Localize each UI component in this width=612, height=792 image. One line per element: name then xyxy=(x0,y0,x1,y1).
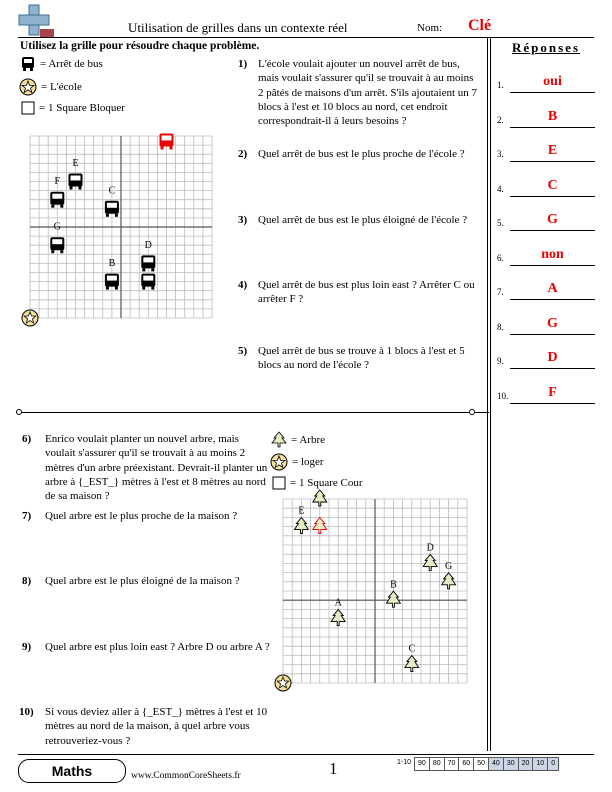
page-title: Utilisation de grilles dans un contexte réel xyxy=(128,20,348,35)
answer-line xyxy=(510,265,595,266)
tree-A xyxy=(331,610,345,626)
answer-key-label: Clé xyxy=(468,17,492,34)
bus-wheel xyxy=(142,268,145,271)
bus-window xyxy=(107,203,117,208)
score-cell: 80 xyxy=(429,757,445,771)
legend-home-label: = loger xyxy=(292,456,324,468)
grid-label-C: C xyxy=(108,185,116,197)
score-cell: 70 xyxy=(444,757,460,771)
answer-line xyxy=(510,368,595,369)
tree-B xyxy=(386,591,400,607)
grid-label-F: F xyxy=(54,176,61,188)
answer-line xyxy=(510,299,595,300)
score-cell: 40 xyxy=(488,757,504,771)
legend-home xyxy=(270,453,324,471)
answer-value: A xyxy=(547,281,558,296)
answer-number: 2. xyxy=(497,114,504,125)
q4-number: 4) xyxy=(238,279,248,291)
legend-tree-label: = Arbre xyxy=(291,434,325,446)
score-cell: 0 xyxy=(547,757,559,771)
answer-number: 4. xyxy=(497,183,504,194)
q7-text: Quel arbre est le plus proche de la maison ? xyxy=(45,510,238,522)
q1-text: L'école voulait ajouter un nouvel arrêt de bus, mais voulait s'assurer qu'il se trouvait à au moins 2 pâtés de maisons d'un arrêt. S'ils ajoutaient un 7 blocs à l'est et 10 blocs au nord, cet endroit correspondrait-il à leurs besoins ? xyxy=(258,58,478,128)
section-divider xyxy=(18,412,489,413)
q5-number: 5) xyxy=(238,345,248,357)
answers-divider xyxy=(490,38,491,751)
bus-window xyxy=(143,276,153,281)
bus-window xyxy=(52,239,62,244)
answer-value: F xyxy=(548,384,557,400)
tree-shape xyxy=(313,518,327,534)
answer-number: 7. xyxy=(497,287,504,297)
bus-window xyxy=(143,257,153,262)
tree-shape xyxy=(442,573,456,589)
q8-text: Quel arbre est le plus éloigné de la maison ? xyxy=(45,575,240,587)
answer-value: non xyxy=(541,246,564,262)
grid-label-E: E xyxy=(72,158,79,170)
grid-label-G: G xyxy=(53,221,61,233)
legend-school-label: = L'école xyxy=(41,81,82,93)
grid-label-D: D xyxy=(426,542,434,554)
score-cell: 90 xyxy=(414,757,430,771)
page-number: 1 xyxy=(329,759,338,778)
bus-wheel xyxy=(151,287,154,290)
q3-number: 3) xyxy=(238,214,248,226)
answer-number: 6. xyxy=(497,252,504,263)
q7-number: 7) xyxy=(22,510,32,522)
divider-dot-right xyxy=(469,409,475,415)
home-star-icon xyxy=(275,675,291,691)
tree-C xyxy=(405,656,419,672)
answers-divider-inner xyxy=(487,38,488,751)
answer-value: D xyxy=(547,350,558,365)
tree-E xyxy=(294,518,308,534)
legend-square-label: = 1 Square Bloquer xyxy=(39,102,125,114)
legend-tree xyxy=(271,431,325,449)
grid-label-D: D xyxy=(144,239,152,251)
bus-window xyxy=(52,194,62,199)
answer-number: 8. xyxy=(497,321,504,332)
score-cell: 50 xyxy=(473,757,489,771)
site-link[interactable]: www.CommonCoreSheets.fr xyxy=(131,771,241,781)
grid-label-C: C xyxy=(408,643,416,655)
score-cell: 20 xyxy=(518,757,534,771)
bus-wheel xyxy=(51,250,54,253)
bus-wheel xyxy=(60,250,63,253)
grid-label-F xyxy=(317,488,323,489)
answer-number: 1. xyxy=(497,80,504,90)
grid-label-A: A xyxy=(334,597,342,609)
q10-number: 10) xyxy=(19,706,34,718)
tree-grid xyxy=(266,488,476,700)
name-label: Nom: xyxy=(417,22,443,34)
q5-text: Quel arrêt de bus se trouve à 1 blocs à l'est et 5 blocs au nord de l'école ? xyxy=(258,345,465,372)
instruction: Utilisez la grille pour résoudre chaque problème. xyxy=(20,40,260,52)
answer-line xyxy=(510,92,595,93)
answer-line xyxy=(510,403,595,404)
q3-text: Quel arrêt de bus est le plus éloigné de l'école ? xyxy=(258,214,468,226)
bus-icon xyxy=(20,56,36,72)
answer-line xyxy=(510,161,595,162)
logo-icon xyxy=(18,4,54,38)
bus-wheel xyxy=(161,146,164,149)
bus-wheel xyxy=(170,146,173,149)
subject-badge: Maths xyxy=(18,759,126,783)
bus-wheel xyxy=(106,214,109,217)
answer-value: C xyxy=(547,177,558,193)
score-cell: 10 xyxy=(532,757,548,771)
bus-window xyxy=(107,276,117,281)
answer-line xyxy=(510,334,595,335)
answer-value: oui xyxy=(543,74,562,89)
bus-wheel xyxy=(115,287,118,290)
q6-number: 6) xyxy=(22,433,32,445)
answer-line xyxy=(510,230,595,231)
q1-number: 1) xyxy=(238,58,248,70)
bus-wheel xyxy=(70,187,73,190)
answer-value: G xyxy=(547,315,558,331)
new-tree-marker xyxy=(313,518,327,534)
answer-number: 10. xyxy=(497,390,509,401)
q9-text: Quel arbre est plus loin east ? Arbre D ou arbre A ? xyxy=(45,641,270,653)
tree-F xyxy=(313,490,327,506)
legend-bus-label: = Arrêt de bus xyxy=(40,58,103,70)
square-icon xyxy=(21,101,35,115)
school-star-icon xyxy=(19,78,37,96)
score-cell: 60 xyxy=(458,757,474,771)
header-divider xyxy=(18,37,594,38)
bus-wheel xyxy=(115,214,118,217)
answer-number: 5. xyxy=(497,218,504,228)
answer-line xyxy=(510,196,595,197)
bus-wheel xyxy=(142,287,145,290)
bus-wheel xyxy=(79,187,82,190)
home-star-icon xyxy=(270,453,288,471)
q2-text: Quel arrêt de bus est le plus proche de l'école ? xyxy=(258,148,465,160)
legend-school xyxy=(19,78,82,96)
tree-icon xyxy=(271,431,287,449)
bus-window xyxy=(71,176,81,181)
bus-wheel xyxy=(60,205,63,208)
answer-value: G xyxy=(547,212,558,227)
bus-wheel xyxy=(151,268,154,271)
q4-text: Quel arrêt de bus est plus loin east ? Arrêter C ou arrêter F ? xyxy=(258,279,475,306)
tree-shape xyxy=(423,554,437,570)
footer-divider xyxy=(18,754,594,755)
tree-shape xyxy=(386,591,400,607)
answer-value: E xyxy=(547,143,558,158)
divider-dot-left xyxy=(16,409,22,415)
answer-line xyxy=(510,127,595,128)
answer-number: 3. xyxy=(497,149,504,159)
tree-D xyxy=(423,554,437,570)
score-label: 1-10 xyxy=(397,759,412,766)
answer-number: 9. xyxy=(497,356,504,366)
tree-shape xyxy=(405,656,419,672)
bus-wheel xyxy=(106,287,109,290)
legend-yard-square-label: = 1 Square Cour xyxy=(290,477,363,489)
grid-label-B: B xyxy=(390,579,397,591)
q6-text: Enrico voulait planter un nouvel arbre, mais voulait s'assurer qu'il se trouvait à au moins 2 mètres d'un arbre préexistant. Devrait-il planter un arbre à {_EST_} mètres à l'est et 8 mètres au nord de sa maison ? xyxy=(45,433,268,503)
grid-label-G: G xyxy=(444,560,453,572)
tree-shape xyxy=(331,610,345,626)
grid-label-B: B xyxy=(108,258,116,270)
q9-number: 9) xyxy=(22,641,32,653)
bus-window xyxy=(162,135,172,140)
tree-shape xyxy=(294,518,308,534)
q8-number: 8) xyxy=(22,575,32,587)
q2-number: 2) xyxy=(238,148,248,160)
bus-stop-grid xyxy=(16,118,216,328)
bus-wheel xyxy=(51,205,54,208)
score-cell: 30 xyxy=(503,757,519,771)
score-table xyxy=(395,757,559,771)
tree-G xyxy=(442,573,456,589)
q10-text: Si vous deviez aller à {_EST_} mètres à l'est et 10 mètres au nord de la maison, à quel arbre vous retrouveriez-vous ? xyxy=(45,706,268,747)
legend-square xyxy=(21,101,125,115)
grid-label-E: E xyxy=(298,505,305,517)
legend-bus xyxy=(20,56,103,72)
answers-title: Réponses xyxy=(512,40,581,55)
answer-value: B xyxy=(547,108,558,124)
school-star-icon xyxy=(22,310,38,326)
tree-shape xyxy=(313,490,327,506)
